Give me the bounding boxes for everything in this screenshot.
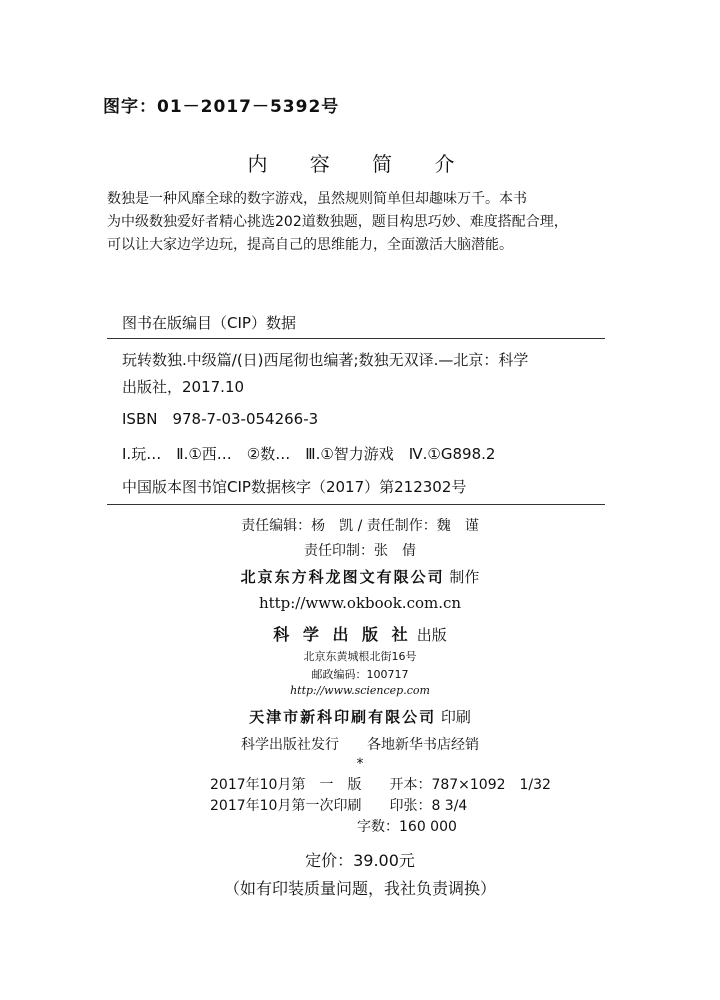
cip-bottom-divider [107,504,605,505]
publisher-postcode: 邮政编码：100717 [311,668,409,681]
publisher-address: 北京东黄城根北街16号 [303,650,417,663]
responsible-printing: 责任印制：张 倩 [304,543,416,559]
summary-line-1: 数独是一种风靡全球的数字游戏，虽然规则简单但却趣味万千。本书 [107,191,527,207]
responsible-editor: 责任编辑：杨 凯 / 责任制作：魏 谨 [241,518,479,534]
distribution-line: 科学出版社发行 各地新华书店经销 [241,737,479,753]
summary-line-2: 为中级数独爱好者精心挑选202道数独题，题目构思巧妙、难度搭配合理， [107,214,568,230]
cip-top-divider [107,338,605,339]
producer-name: 北京东方科龙图文有限公司 [240,568,445,586]
quality-notice: （如有印装质量问题，我社负责调换） [223,879,496,898]
producer-url: http://www.okbook.com.cn [258,594,462,612]
edition-line: 2017年10月第 一 版 开本：787×1092 1/32 [210,777,551,793]
producer-line [0,566,720,587]
printer-line [0,706,720,727]
printer-name: 天津市新科印刷有限公司 [249,708,437,726]
cip-title: 图书在版编目（CIP）数据 [122,314,296,332]
producer-suffix: 制作 [449,568,480,586]
separator-star: * [356,756,364,772]
cip-line-2: 出版社，2017.10 [122,378,245,396]
cip-record-number: 中国版本图书馆CIP数据核字（2017）第212302号 [122,478,467,496]
word-count: 字数：160 000 [357,819,457,835]
summary-title: 内 容 简 介 [247,152,473,176]
cip-isbn: ISBN 978-7-03-054266-3 [122,410,319,428]
cip-classification: Ⅰ.玩… Ⅱ.①西… ②数… Ⅲ.①智力游戏 Ⅳ.①G898.2 [122,445,496,463]
publisher-line [0,622,720,645]
publisher-url: http://www.sciencep.com [290,684,430,697]
publisher-name: 科 学 出 版 社 [273,625,412,644]
printer-suffix: 印刷 [440,708,471,726]
printing-line: 2017年10月第一次印刷 印张：8 3/4 [210,798,468,814]
summary-line-3: 可以让大家边学边玩，提高自己的思维能力，全面激活大脑潜能。 [107,237,513,253]
cip-line-1: 玩转数独.中级篇/(日)西尾彻也编著;数独无双译.—北京：科学 [122,351,529,369]
price: 定价：39.00元 [305,851,415,870]
publisher-suffix: 出版 [416,626,447,644]
copyright-number: 图字：01－2017－5392号 [103,97,340,117]
